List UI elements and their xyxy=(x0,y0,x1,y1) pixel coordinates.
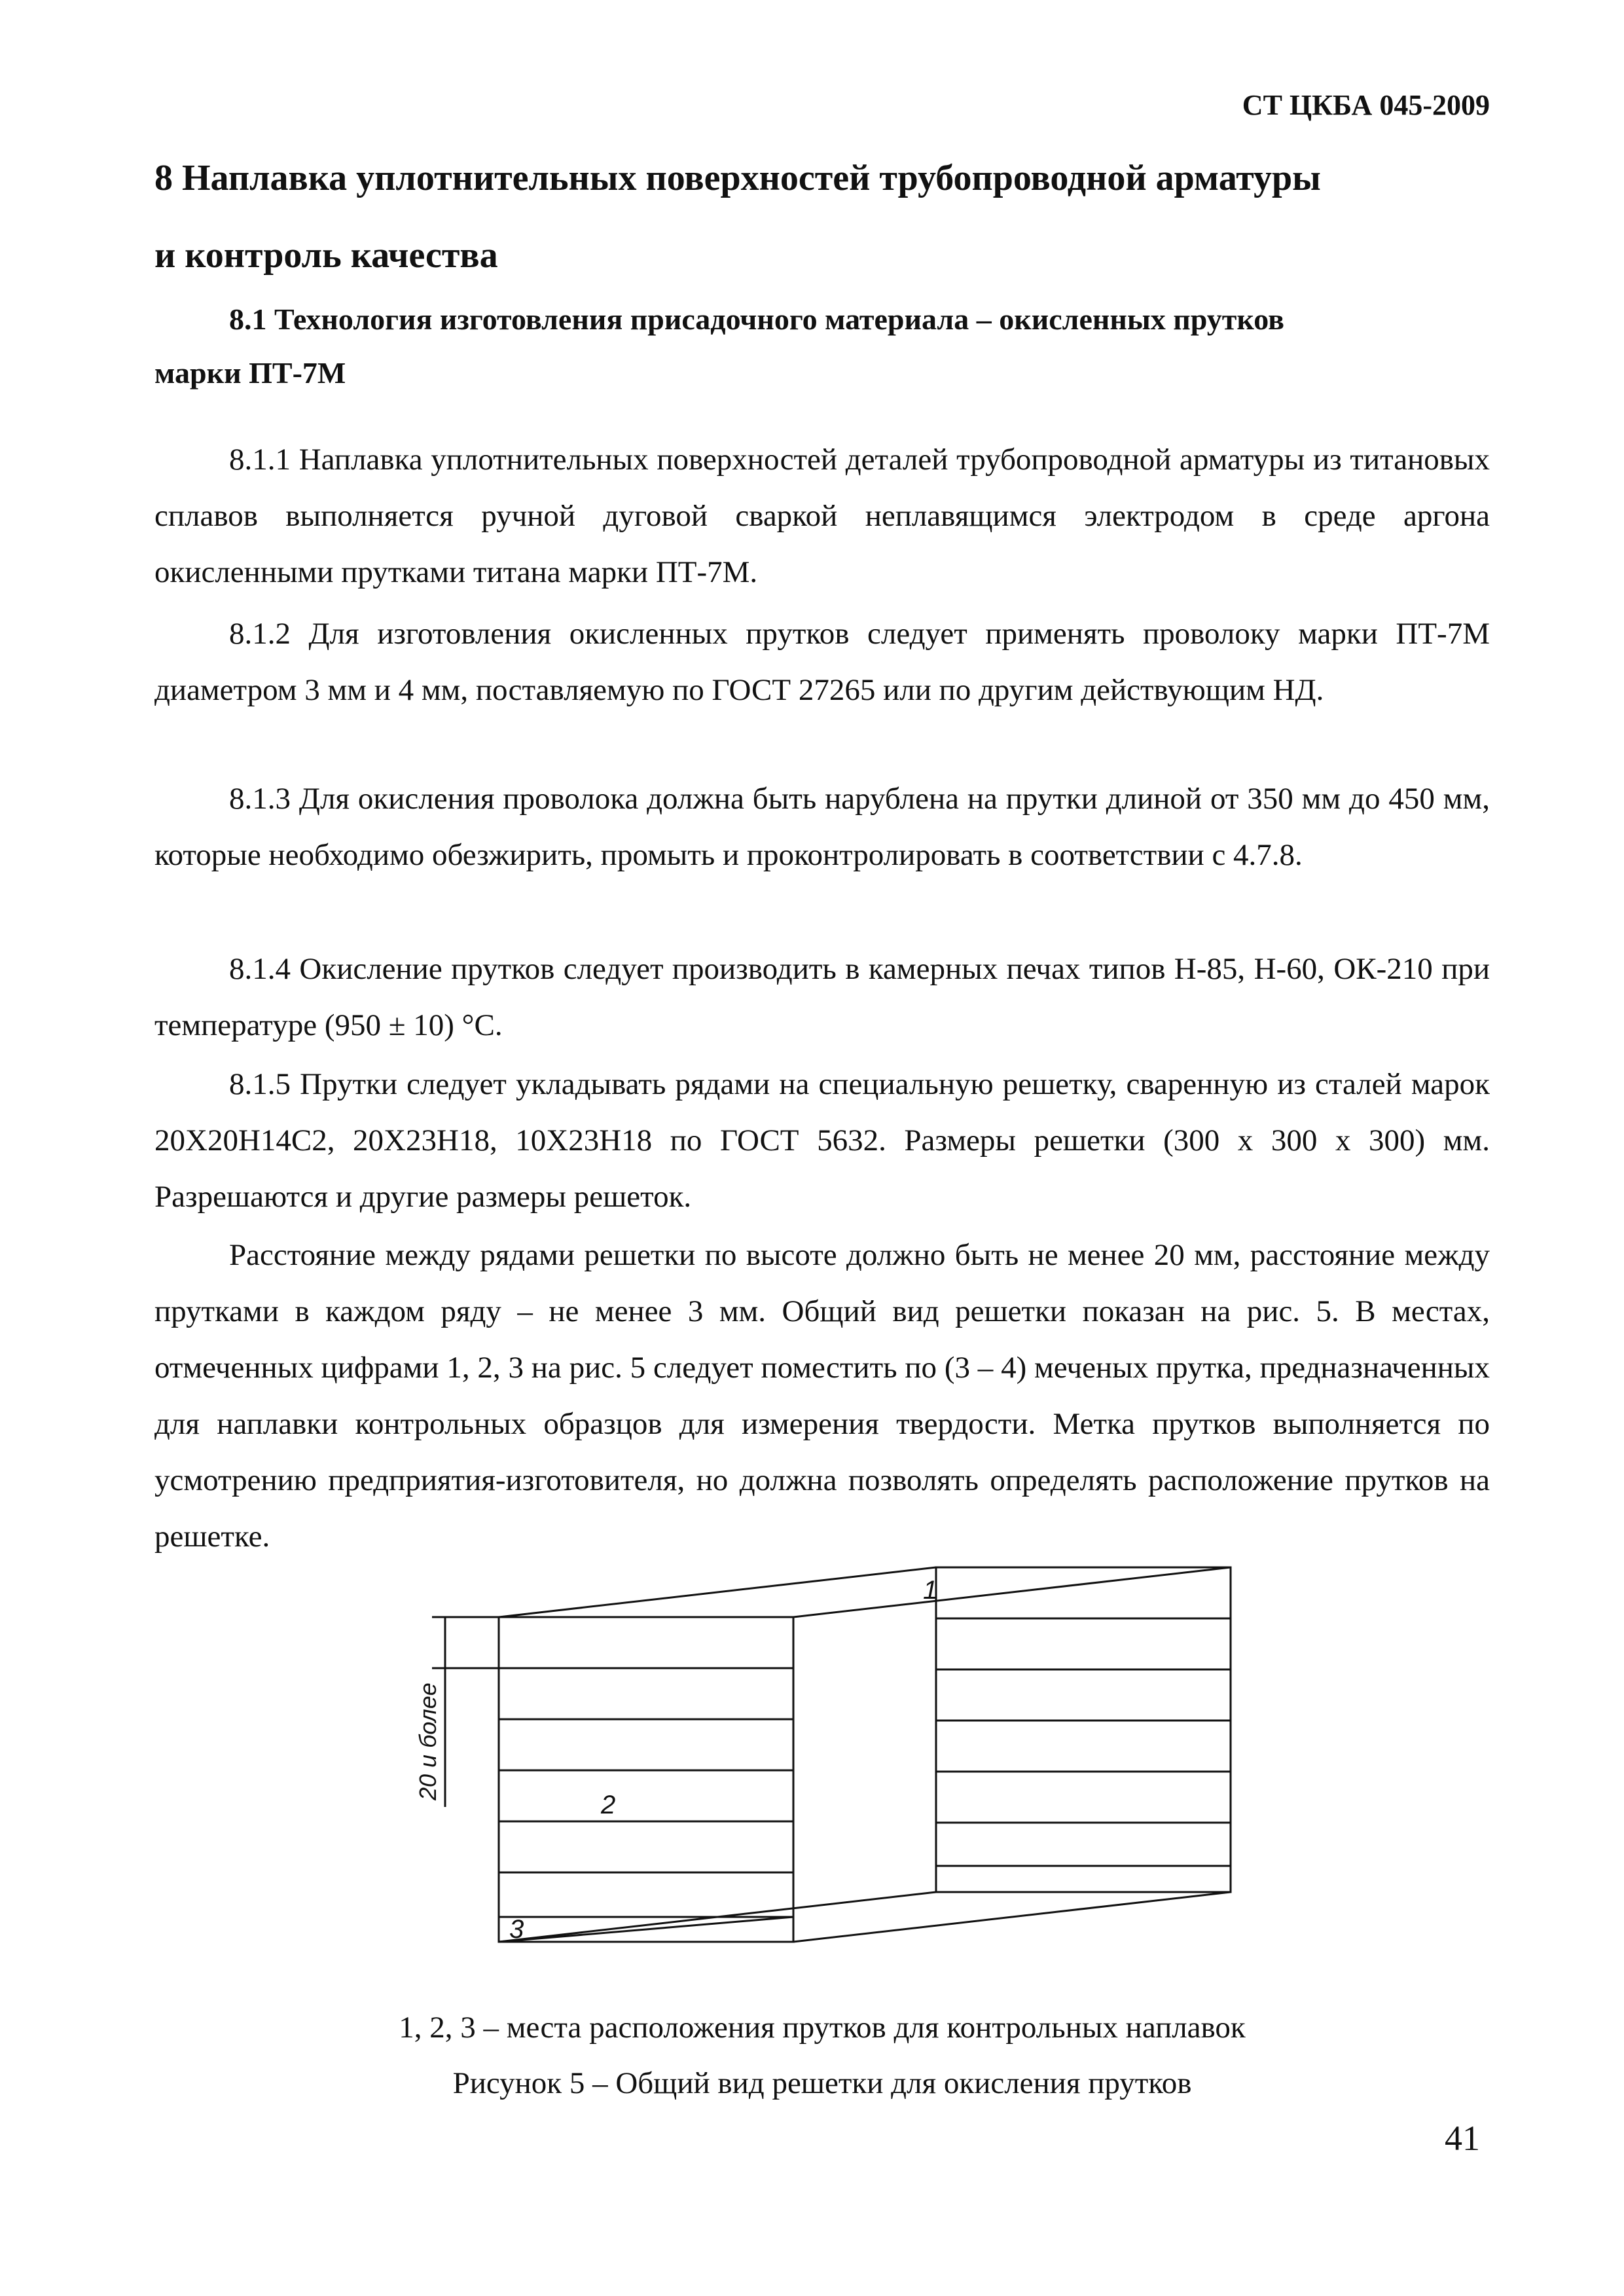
paragraph-row-spacing: Расстояние между рядами решетки по высоте должно быть не менее 20 мм, расстояние между прутками в каждом ряду – не менее 3 мм. Общий вид решетки показан на рис. 5. В местах, отмеченных цифрами 1, 2, 3 на рис. 5 следует поместить по (3 – 4) меченых прутка, предназначенных для наплавки контрольных образцов для измерения твердости. Метка прутков выполняется по усмотрению предприятия-изготовителя, но должна позволять определять расположение прутков на решетке. xyxy=(154,1238,1490,1554)
grid-figure xyxy=(393,1558,1309,1990)
bottom-right-edge xyxy=(793,1892,1231,1942)
top-right-edge xyxy=(793,1567,1231,1617)
marker-1: 1 xyxy=(923,1576,938,1605)
marker-2: 2 xyxy=(601,1791,616,1819)
paragraph-8-1-1: 8.1.1 Наплавка уплотнительных поверхностей деталей трубопроводной арматуры из титановых сплавов выполняется ручной дуговой сваркой неплавящимся электродом в среде аргона окисленными прутками титана марки ПТ-7М. xyxy=(154,443,1490,589)
section-title-line2: и контроль качества xyxy=(154,235,498,276)
page-number: 41 xyxy=(1445,2119,1480,2158)
figure-caption: Рисунок 5 – Общий вид решетки для окисления прутков xyxy=(452,2066,1192,2100)
paragraph-8-1-5: 8.1.5 Прутки следует укладывать рядами на специальную решетку, сваренную из сталей марок 20Х20Н14С2, 20Х23Н18, 10Х23Н18 по ГОСТ 5632. Размеры решетки (300 х 300 х 300) мм. Разрешаются и другие размеры решеток. xyxy=(154,1067,1490,1214)
paragraph-8-1-4: 8.1.4 Окисление прутков следует производить в камерных печах типов Н-85, Н-60, ОК-210 при температуре (950 ± 10) °С. xyxy=(154,952,1490,1042)
top-left-edge xyxy=(499,1567,936,1617)
back-face xyxy=(936,1567,1231,1892)
paragraph-8-1-2: 8.1.2 Для изготовления окисленных прутков следует применять проволоку марки ПТ-7М диаметром 3 мм и 4 мм, поставляемую по ГОСТ 27265 или по другим действующим НД. xyxy=(154,617,1490,707)
dimension-label: 20 и более xyxy=(414,1683,441,1800)
front-face xyxy=(499,1617,793,1942)
subsection-title-line2: марки ПТ-7М xyxy=(154,356,346,390)
standard-designation: СТ ЦКБА 045-2009 xyxy=(1242,89,1490,121)
paragraph-8-1-3: 8.1.3 Для окисления проволока должна быть нарублена на прутки длиной от 350 мм до 450 мм, которые необходимо обезжирить, промыть и проконтролировать в соответствии с 4.7.8. xyxy=(154,782,1490,872)
grid-drawing xyxy=(393,1558,1309,1990)
figure-legend: 1, 2, 3 – места расположения прутков для контрольных наплавок xyxy=(399,2011,1246,2045)
subsection-title-line1: 8.1 Технология изготовления присадочного материала – окисленных прутков xyxy=(229,302,1284,336)
marker-3: 3 xyxy=(509,1915,524,1944)
section-title-line1: 8 Наплавка уплотнительных поверхностей трубопроводной арматуры xyxy=(154,158,1321,198)
